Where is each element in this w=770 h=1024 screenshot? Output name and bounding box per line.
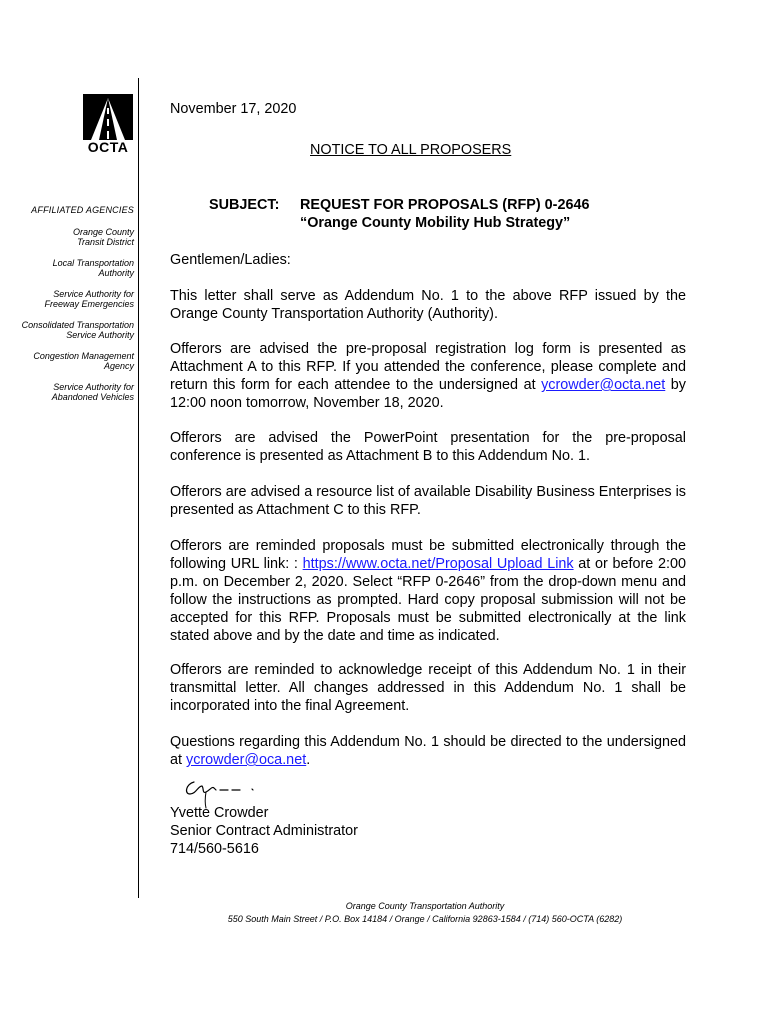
- paragraph-addendum: This letter shall serve as Addendum No. 1 to the above RFP issued by the Orange County Transportation Authority (Authority).: [170, 288, 686, 322]
- subject-line-1: REQUEST FOR PROPOSALS (RFP) 0-2646: [300, 197, 590, 213]
- agency-item: Service Authority for Abandoned Vehicles: [51, 381, 134, 402]
- contact-email-link[interactable]: ycrowder@oca.net: [186, 752, 307, 768]
- paragraph-registration: Offerors are advised the pre-proposal registration log form is presented as Attachment A to this RFP. If you attended the conference, please complete and return this form for each attendee to the undersigned at ycrowder@octa.net by 12:00 noon tomorrow, November 18, 2020.: [170, 341, 686, 411]
- agency-item: Consolidated Transportation Service Authority: [21, 319, 134, 340]
- agencies-heading: AFFILIATED AGENCIES: [31, 205, 134, 215]
- agency-item: Congestion Management Agency: [33, 350, 134, 371]
- letter-date: November 17, 2020: [170, 101, 297, 117]
- email-link[interactable]: ycrowder@octa.net: [541, 377, 666, 393]
- subject-block: [209, 196, 589, 232]
- notice-heading: NOTICE TO ALL PROPOSERS: [310, 142, 512, 158]
- agency-item: Service Authority for Freeway Emergencies: [44, 288, 134, 309]
- signer-name: Yvette Crowder: [170, 805, 269, 821]
- footer-org: Orange County Transportation Authority: [345, 901, 505, 911]
- greeting: Gentlemen/Ladies:: [170, 252, 291, 268]
- proposal-upload-link[interactable]: https://www.octa.net/Proposal Upload Link: [302, 556, 574, 572]
- agency-item: Local Transportation Authority: [52, 257, 134, 278]
- footer-address: 550 South Main Street / P.O. Box 14184 / Orange / California 92863-1584 / (714) 560-OCTA (6282): [227, 914, 623, 924]
- paragraph-submission: Offerors are reminded proposals must be submitted electronically through the following URL link: : https://www.octa.net/Proposal Upload Link at or before 2:00 p.m. on December 2, 2020. Select “RFP 0-2646” from the drop-down menu and follow the instructions as prompted. Hard copy proposal submission will not be accepted for this RFP. Proposals must be submitted electronically at the link stated above and by the date and time as indicated.: [170, 538, 686, 644]
- agency-item: Orange County Transit District: [72, 226, 134, 247]
- paragraph-powerpoint: Offerors are advised the PowerPoint presentation for the pre-proposal conference is presented as Attachment B to this Addendum No. 1.: [170, 430, 686, 464]
- subject-line-2: “Orange County Mobility Hub Strategy”: [300, 215, 571, 231]
- octa-logo-text: OCTA: [87, 139, 129, 155]
- paragraph-questions: Questions regarding this Addendum No. 1 should be directed to the undersigned at ycrowder@oca.net.: [170, 734, 686, 768]
- signature-block: [170, 804, 686, 858]
- subject-label: SUBJECT:: [209, 197, 280, 213]
- signer-phone: 714/560-5616: [170, 841, 259, 857]
- signer-title: Senior Contract Administrator: [170, 823, 358, 839]
- paragraph-resource-list: Offerors are advised a resource list of available Disability Business Enterprises is presented as Attachment C to this RFP.: [170, 484, 686, 518]
- affiliated-agencies: [14, 205, 134, 413]
- sidebar-divider: [138, 78, 139, 898]
- paragraph-acknowledge: Offerors are reminded to acknowledge receipt of this Addendum No. 1 in their transmittal letter. All changes addressed in this Addendum No. 1 shall be incorporated into the final Agreement.: [170, 662, 686, 714]
